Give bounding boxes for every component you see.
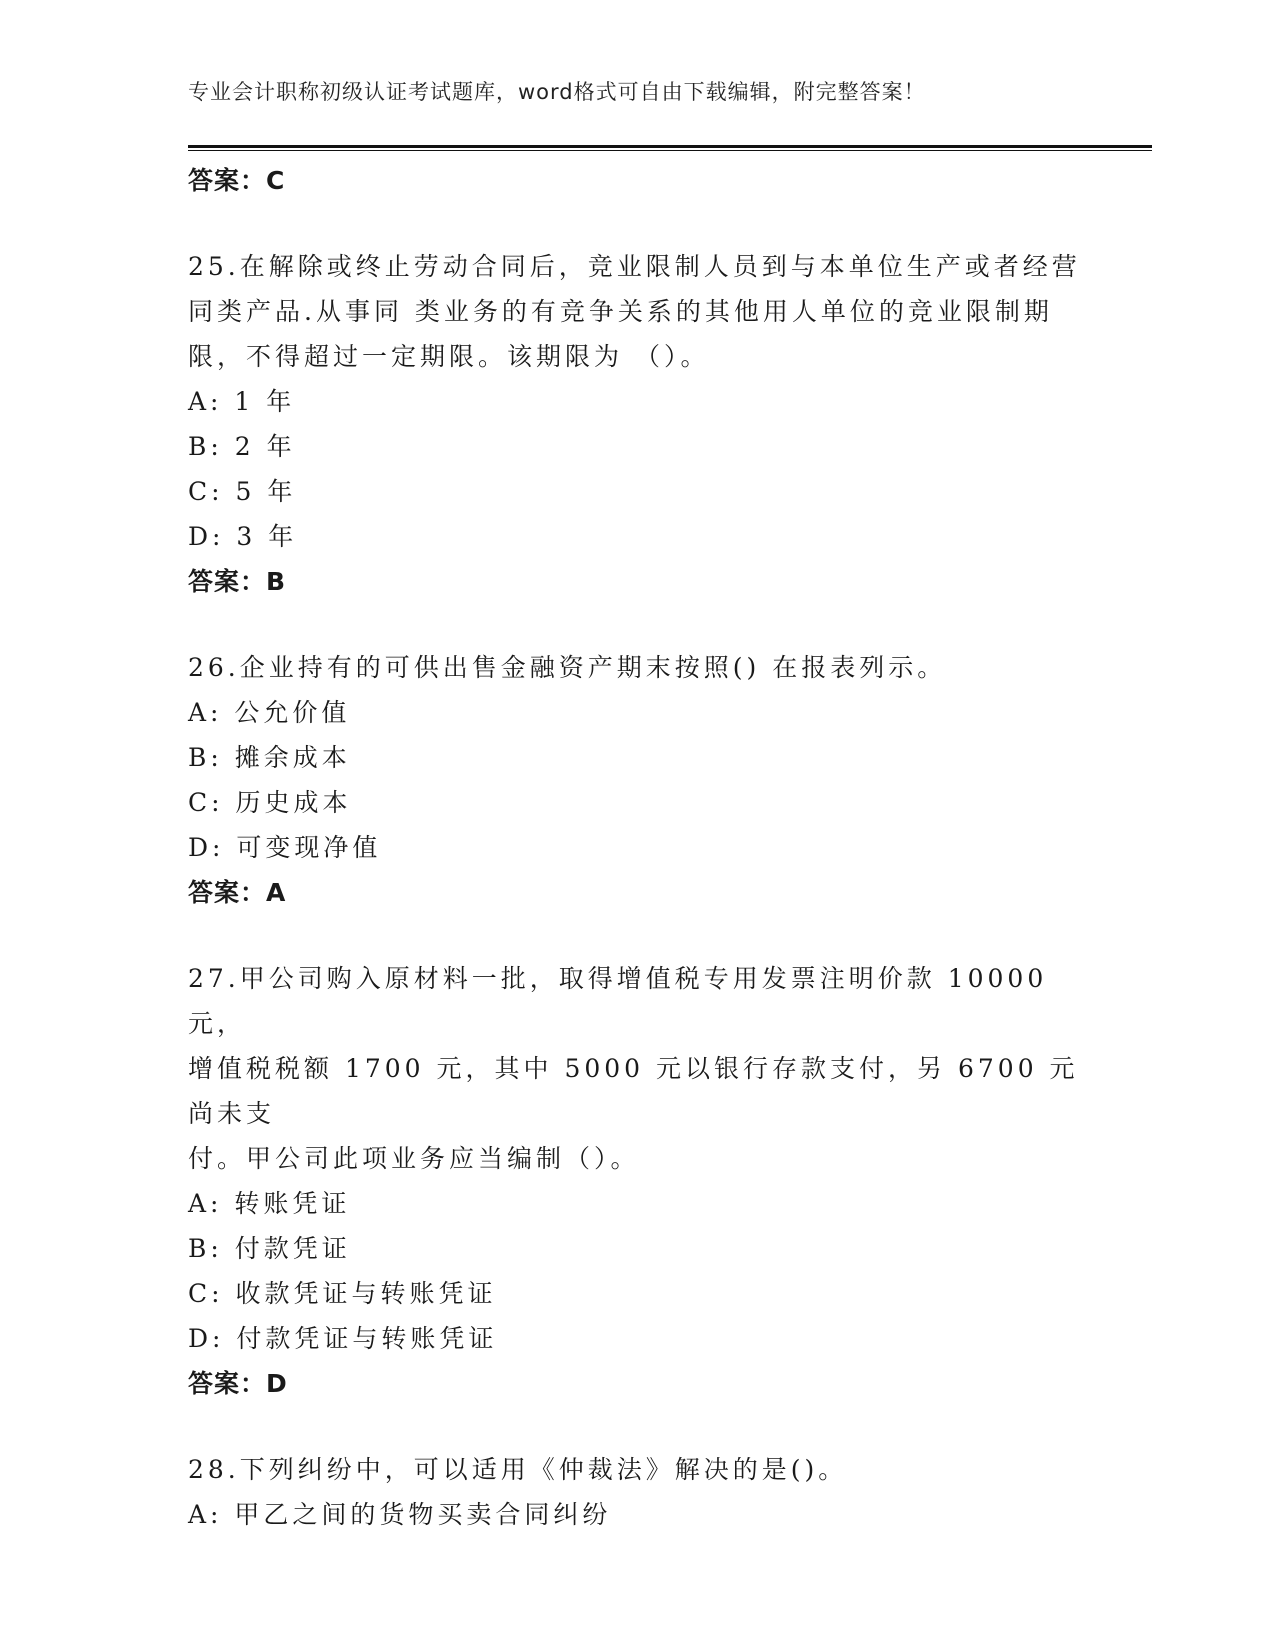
option-b: B: 付款凭证	[188, 1234, 351, 1263]
option-d: D: 付款凭证与转账凭证	[188, 1324, 498, 1353]
question-stem-line: 限，不得超过一定期限。该期限为 （）。	[188, 342, 710, 371]
question-25	[188, 244, 1088, 605]
option-c: C: 5 年	[188, 477, 297, 506]
option-a: A: 甲乙之间的货物买卖合同纠纷	[188, 1500, 612, 1529]
option-b: B: 摊余成本	[188, 743, 351, 772]
previous-answer: 答案：C	[188, 166, 286, 195]
option-a: A: 1 年	[188, 387, 296, 416]
answer: 答案：B	[188, 567, 287, 596]
header-rule-thin	[188, 150, 1152, 151]
question-stem-line: 26.企业持有的可供出售金融资产期末按照() 在报表列示。	[188, 653, 947, 682]
page-header: 专业会计职称初级认证考试题库，word格式可自由下载编辑，附完整答案！	[188, 80, 926, 104]
question-stem-line: 25.在解除或终止劳动合同后，竞业限制人员到与本单位生产或者经营	[188, 252, 1081, 281]
option-b: B: 2 年	[188, 432, 296, 461]
question-26	[188, 645, 1088, 916]
question-27	[188, 956, 1088, 1407]
option-a: A: 公允价值	[188, 698, 351, 727]
option-c: C: 历史成本	[188, 788, 352, 817]
answer: 答案：D	[188, 1369, 288, 1398]
document-content	[188, 158, 1088, 1537]
question-stem-line: 付。甲公司此项业务应当编制（）。	[188, 1144, 640, 1173]
option-c: C: 收款凭证与转账凭证	[188, 1279, 497, 1308]
question-28	[188, 1447, 1088, 1537]
answer: 答案：A	[188, 878, 287, 907]
option-d: D: 3 年	[188, 522, 298, 551]
question-stem-line: 28.下列纠纷中，可以适用《仲裁法》解决的是()。	[188, 1455, 848, 1484]
option-d: D: 可变现净值	[188, 833, 382, 862]
header-rule	[188, 145, 1152, 148]
question-stem-line: 同类产品.从事同 类业务的有竞争关系的其他用人单位的竞业限制期	[188, 297, 1053, 326]
question-stem-line: 增值税税额 1700 元，其中 5000 元以银行存款支付，另 6700 元尚未支	[188, 1054, 1079, 1128]
option-a: A: 转账凭证	[188, 1189, 351, 1218]
question-stem-line: 27.甲公司购入原材料一批，取得增值税专用发票注明价款 10000 元，	[188, 964, 1048, 1038]
